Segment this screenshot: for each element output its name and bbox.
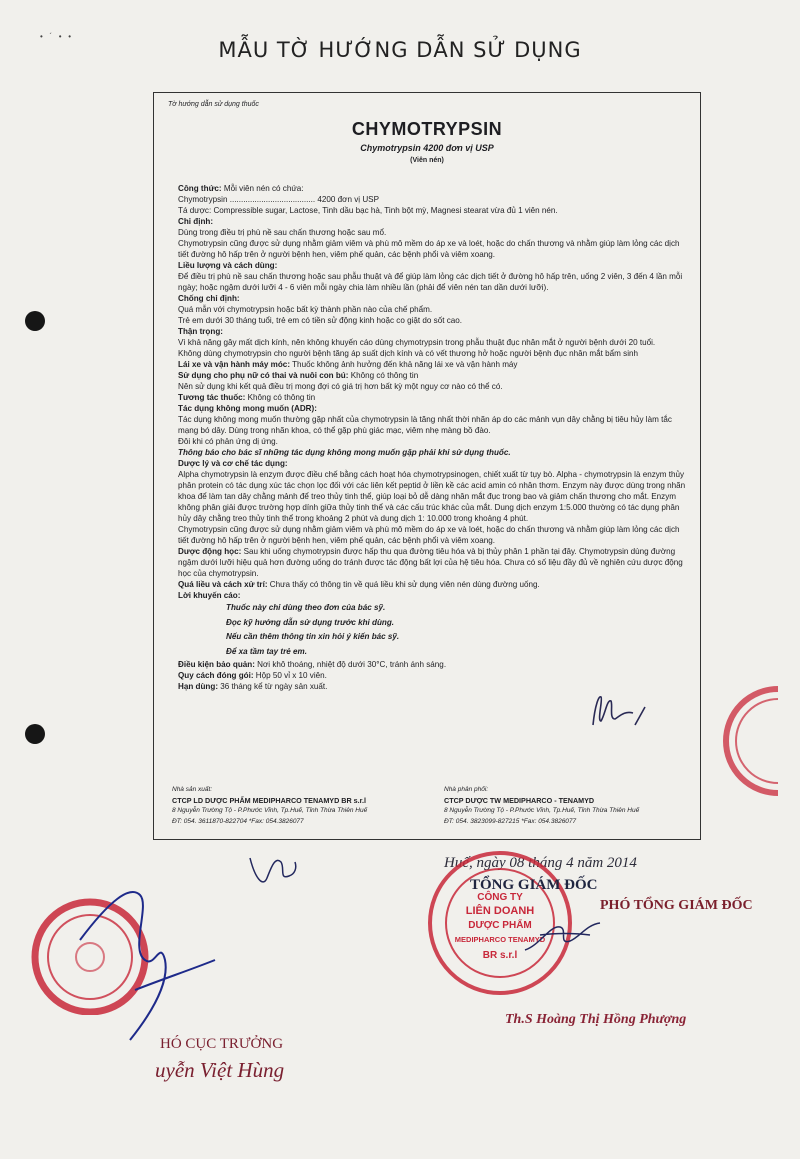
section-heading: Tác dụng không mong muốn (ADR): (178, 404, 317, 413)
bureau-signature (70, 880, 220, 1050)
section-heading: Liều lượng và cách dùng: (178, 261, 278, 270)
leaflet-line (178, 524, 686, 546)
section-heading: Lái xe và vận hành máy móc: (178, 360, 291, 369)
storage-head: Điều kiện bảo quản: (178, 660, 255, 669)
vice-director-title: PHÓ TỔNG GIÁM ĐỐC (600, 898, 753, 913)
distributor-company: CTCP DƯỢC TW MEDIPHARCO - TENAMYD (444, 795, 595, 805)
leaflet-line (178, 216, 686, 227)
seal-line-3: DƯỢC PHẨM (468, 920, 532, 931)
manufacturer-block (172, 785, 432, 827)
bureau-signer-name: uyễn Việt Hùng (155, 1058, 285, 1082)
small-signature (245, 848, 300, 893)
leaflet-line (178, 326, 686, 337)
section-heading: Công thức: (178, 184, 222, 193)
seal-line-2: LIÊN DOANH (465, 905, 535, 917)
section-heading: Dược lý và cơ chế tác dụng: (178, 459, 288, 468)
leaflet-line (178, 271, 686, 293)
advice-item: Đọc kỹ hướng dẫn sử dụng trước khi dùng. (226, 617, 395, 627)
leaflet-sections (178, 183, 686, 601)
leaflet-line (178, 348, 686, 359)
leaflet-header: Tờ hướng dẫn sử dụng thuốc (168, 101, 259, 108)
leaflet-line (178, 579, 686, 590)
product-subtitle: Chymotrypsin 4200 đơn vị USP (360, 143, 494, 153)
section-text: Nên sử dụng khi kết quả điều trị mong đợi có giá trị hơn bất kỳ một nguy cơ nào có thể có. (178, 382, 503, 391)
section-heading: Chỉ định: (178, 217, 214, 226)
section-text: Không có thông tin (245, 393, 316, 402)
leaflet-line (178, 436, 686, 447)
section-heading: Quá liều và cách xử trí: (178, 580, 268, 589)
expiry-text: 36 tháng kể từ ngày sản xuất. (218, 682, 328, 691)
section-text: Alpha chymotrypsin là enzym được điều chế bằng cách hoạt hóa chymotrypsinogen, chiết xuất từ tụy bò. Alpha - chymotrypsin là enzym thủy phân protein có tác dụng xúc tác chọn lọc đối với các liên kết peptid ở liền kề các acid amin có nhân thơm. Enzym này được dùng trong nhãn khoa để làm tan dây chằng mảnh để treo thủy tinh thể, giúp loại bỏ dễ dàng nhân mắt đục trong bao và giảm chấn thương cho mắt. Enzym không phân giải được trường hợp dính giữa thủy tinh thể và các cấu trúc khác của mắt. Dung dịch enzym 1:5.000 thường có tác dụng phân hủy dây chằng treo thủy tinh thể trong khoảng 2 phút và dung dịch 1: 10.000 trong khoảng 4 phút. (178, 470, 686, 523)
leaflet-line (178, 447, 686, 458)
section-text: Chymotrypsin ...................................... 4200 đơn vị USP (178, 195, 379, 204)
leaflet-line (178, 293, 686, 304)
section-text: Sau khi uống chymotrypsin được hấp thu qua đường tiêu hóa và bị thủy phân 1 phần tại đây. Chymotrypsin dùng đường ngậm dưới lưỡi hiệu quả hơn đường uống do tránh được tác động bất lợi của hệ tiêu hóa. Chưa có số liệu đầy đủ về nghiên cứu dược động học của chymotrypsin. (178, 547, 683, 578)
section-text: Không có thông tin (348, 371, 419, 380)
leaflet-line (178, 183, 686, 194)
seal-line-5: BR s.r.l (482, 950, 518, 961)
distributor-label: Nhà phân phối: (444, 786, 489, 793)
section-text: Dùng trong điều trị phù nề sau chấn thương hoặc sau mổ. (178, 228, 387, 237)
leaflet-line (178, 458, 686, 469)
leaflet-line (178, 238, 686, 260)
section-text: Mỗi viên nén có chứa: (221, 184, 304, 193)
section-text: Tá dược: Compressible sugar, Lactose, Tinh dầu bạc hà, Tinh bột mỳ, Magnesi stearat vừa đủ 1 viên nén. (178, 206, 558, 215)
leaflet-line (178, 304, 686, 315)
section-heading: Sử dụng cho phụ nữ có thai và nuôi con bú: (178, 371, 349, 380)
page-title: MẪU TỜ HƯỚNG DẪN SỬ DỤNG (218, 38, 582, 62)
edge-seal-stamp (718, 685, 778, 805)
distributor-phone: ĐT: 054. 3823099-827215 *Fax: 054.3826077 (444, 817, 577, 825)
leaflet-line (178, 590, 686, 601)
section-heading: Dược động học: (178, 547, 242, 556)
advice-item: Thuốc này chỉ dùng theo đơn của bác sỹ. (226, 603, 386, 612)
section-heading: Lời khuyến cáo: (178, 591, 241, 600)
section-text: Trẻ em dưới 30 tháng tuổi, trẻ em có tiền sử động kinh hoặc co giật do sốt cao. (178, 316, 462, 325)
leaflet-content (178, 183, 686, 692)
leaflet-line (178, 227, 686, 238)
leaflet-line (178, 260, 686, 271)
scan-marks: • ´ • • (40, 32, 72, 41)
section-text: Để điều trị phù nề sau chấn thương hoặc sau phẫu thuật và để giúp làm lỏng các dịch tiết ở đường hô hấp trên, uống 2 viên, 3 đến 4 lần mỗi ngày; hoặc ngậm dưới lưỡi 4 - 6 viên mỗi ngày chia làm nhiều lần (phải để viên nén tan dần dưới lưỡi). (178, 272, 683, 292)
section-heading: Thận trọng: (178, 327, 223, 336)
initials-signature (585, 685, 655, 735)
leaflet-line (178, 392, 686, 403)
section-text: Quá mẫn với chymotrypsin hoặc bất kỳ thành phần nào của chế phẩm. (178, 305, 433, 314)
expiry-head: Hạn dùng: (178, 682, 219, 691)
punch-hole-bottom (25, 724, 45, 744)
section-heading: Tương tác thuốc: (178, 393, 246, 402)
packing-text: Hộp 50 vỉ x 10 viên. (253, 671, 327, 680)
signoff-date: Huế, ngày 08 tháng 4 năm 2014 (444, 855, 637, 871)
distributor-block (444, 785, 704, 827)
advice-item: Để xa tầm tay trẻ em. (226, 646, 307, 656)
advice-list (178, 601, 686, 659)
vice-director-signature (520, 905, 610, 965)
product-name: CHYMOTRYPSIN (351, 119, 503, 139)
signer-name: Th.S Hoàng Thị Hồng Phượng (505, 1012, 687, 1027)
punch-hole-top (25, 311, 45, 331)
general-director-title: TỔNG GIÁM ĐỐC (470, 877, 598, 893)
manufacturer-phone: ĐT: 054. 3611870-822704 *Fax: 054.3826077 (172, 817, 304, 825)
dosage-form: (Viên nén) (410, 157, 444, 164)
seal-line-1: CÔNG TY (477, 892, 523, 903)
leaflet-line (178, 469, 686, 524)
leaflet-line (178, 194, 686, 205)
storage-line (178, 659, 686, 670)
manufacturer-label: Nhà sản xuất: (172, 786, 213, 793)
leaflet-line (178, 337, 686, 348)
warning-text: Thông báo cho bác sĩ những tác dụng không mong muốn gặp phải khi sử dụng thuốc. (178, 448, 511, 457)
packing-line (178, 670, 686, 681)
section-text: Đôi khi có phản ứng dị ứng. (178, 437, 278, 446)
leaflet-line (178, 403, 686, 414)
seal-line-4: MEDIPHARCO TENAMYD (454, 935, 546, 944)
section-text: Chymotrypsin cũng được sử dụng nhằm giảm viêm và phù mô mềm do áp xe và loét, hoặc do chấn thương và nhằm giúp làm lỏng các dịch tiết đường hô hấp trên ở người bệnh hen, viêm phế quản, các bệnh phổi và viêm xoang. (178, 525, 680, 545)
manufacturer-company: CTCP LD DƯỢC PHẨM MEDIPHARCO TENAMYD BR s.r.l (172, 795, 367, 805)
advice-item: Nếu cần thêm thông tin xin hỏi ý kiến bác sỹ. (226, 632, 400, 641)
section-text: Chưa thấy có thông tin về quá liều khi sử dụng viên nén dùng đường uống. (267, 580, 540, 589)
section-text: Thuốc không ảnh hưởng đến khả năng lái xe và vận hành máy (290, 360, 518, 369)
leaflet-line (178, 546, 686, 579)
storage-text: Nơi khô thoáng, nhiệt độ dưới 30°C, tránh ánh sáng. (254, 660, 447, 669)
packing-head: Quy cách đóng gói: (178, 671, 254, 680)
distributor-address: 8 Nguyễn Trường Tộ - P.Phước Vĩnh, Tp.Huế, Tỉnh Thừa Thiên Huế (444, 807, 640, 814)
manufacturer-address: 8 Nguyễn Trường Tộ - P.Phước Vĩnh, Tp.Huế, Tỉnh Thừa Thiên Huế (172, 807, 368, 814)
section-text: Không dùng chymotrypsin cho người bệnh tăng áp suất dịch kính và có vết thương hở hoặc người bệnh đục nhân mắt bẩm sinh (178, 349, 638, 358)
leaflet-line (178, 315, 686, 326)
section-heading: Chống chỉ định: (178, 294, 240, 303)
leaflet-line (178, 381, 686, 392)
leaflet-line (178, 414, 686, 436)
section-text: Vì khả năng gây mất dịch kính, nên không khuyến cáo dùng chymotrypsin trong phẫu thuật đục nhân mắt ở người bệnh dưới 20 tuổi. (178, 338, 656, 347)
section-text: Tác dụng không mong muốn thường gặp nhất của chymotrypsin là tăng nhất thời nhãn áp do các mảnh vụn dây chằng bị tiêu hủy làm tắc mạng bó dây. Dùng trong nhãn khoa, có thể gặp phù giác mạc, viêm nhẹ màng bồ đào. (178, 415, 672, 435)
leaflet-line (178, 359, 686, 370)
leaflet-line (178, 205, 686, 216)
bureau-title: HÓ CỤC TRƯỞNG (160, 1036, 284, 1052)
section-text: Chymotrypsin cũng được sử dụng nhằm giảm viêm và phù mô mềm do áp xe và loét, hoặc do chấn thương và nhằm giúp làm lỏng các dịch tiết đường hô hấp trên ở người bệnh hen, viêm phế quản, các bệnh phổi và viêm xoang. (178, 239, 680, 259)
leaflet-line (178, 370, 686, 381)
